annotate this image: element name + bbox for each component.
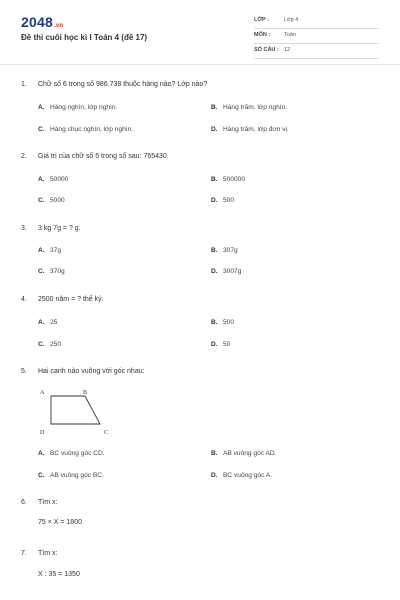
option-text: 50000	[50, 176, 69, 183]
expression: X : 35 = 1350	[38, 571, 80, 578]
option-letter: C.	[38, 472, 45, 479]
question-5	[21, 368, 145, 375]
vertex-label-c: C	[104, 430, 109, 436]
option-text: 3007g	[223, 268, 242, 275]
option-text: 37g	[50, 247, 62, 254]
option-d[interactable]	[211, 472, 272, 479]
expression: 75 × X = 1800	[38, 519, 82, 526]
option-b[interactable]	[211, 450, 277, 457]
option-text: 25	[50, 319, 58, 326]
meta-subject-row	[254, 29, 379, 44]
question-number: 1.	[21, 81, 27, 88]
option-letter: A.	[38, 450, 45, 457]
option-letter: D.	[211, 197, 218, 204]
question-text: Tìm x:	[38, 499, 58, 506]
option-text: 307g	[223, 247, 238, 254]
option-text: BC vuông góc A.	[223, 472, 273, 479]
option-text: Hàng chục nghìn, lớp nghìn.	[50, 126, 134, 133]
vertex-label-b: B	[83, 390, 88, 396]
option-letter: C.	[38, 268, 45, 275]
option-text: 50	[223, 341, 231, 348]
meta-value: 12	[284, 47, 291, 53]
option-text: 250	[50, 341, 62, 348]
option-c[interactable]	[38, 268, 65, 275]
logo-text: 2048	[21, 14, 53, 30]
question-number: 3.	[21, 225, 27, 232]
meta-value: Lớp 4	[284, 17, 299, 23]
option-text: 370g	[50, 268, 65, 275]
option-b[interactable]	[211, 176, 245, 183]
option-text: 5000	[50, 197, 65, 204]
question-text: Hai cạnh nào vuông với góc nhau:	[38, 368, 145, 375]
question-6	[21, 499, 57, 506]
option-c[interactable]	[38, 341, 61, 348]
option-a[interactable]	[38, 247, 61, 254]
option-d[interactable]	[211, 268, 241, 275]
option-letter: B.	[211, 104, 218, 111]
option-letter: A.	[38, 319, 45, 326]
option-b[interactable]	[211, 319, 234, 326]
option-c[interactable]	[38, 126, 133, 133]
trapezoid-figure	[38, 386, 118, 438]
option-a[interactable]	[38, 176, 68, 183]
option-text: AB vuông góc BC.	[50, 472, 104, 479]
option-a[interactable]	[38, 104, 117, 111]
option-letter: B.	[211, 247, 218, 254]
option-letter: C.	[38, 197, 45, 204]
option-text: 500000	[223, 176, 246, 183]
question-number: 6.	[21, 499, 27, 506]
question-1	[21, 81, 207, 88]
option-b[interactable]	[211, 104, 287, 111]
meta-label: MÔN :	[254, 32, 271, 38]
question-text: Giá trị của chữ số 5 trong số sau: 765430.	[38, 153, 169, 160]
meta-label: LỚP :	[254, 17, 269, 23]
option-letter: B.	[211, 319, 218, 326]
option-letter: A.	[38, 176, 45, 183]
question-number: 7.	[21, 550, 27, 557]
question-number: 5.	[21, 368, 27, 375]
option-a[interactable]	[38, 319, 57, 326]
option-c[interactable]	[38, 197, 65, 204]
option-text: 500	[223, 319, 235, 326]
option-text: 500	[223, 197, 235, 204]
header-divider	[0, 64, 400, 65]
question-text: Tìm x:	[38, 550, 58, 557]
question-text: 2500 năm = ? thế kỷ.	[38, 296, 104, 303]
meta-count-row	[254, 44, 379, 59]
option-d[interactable]	[211, 197, 234, 204]
question-text: Chữ số 6 trong số 986.738 thuộc hàng nào? Lớp nào?	[38, 81, 208, 88]
option-letter: D.	[211, 472, 218, 479]
question-3	[21, 225, 81, 232]
option-a[interactable]	[38, 450, 105, 457]
option-text: Hàng trăm, lớp nghìn.	[223, 104, 288, 111]
option-letter: A.	[38, 104, 45, 111]
meta-label: SỐ CÂU :	[254, 47, 279, 53]
option-text: Hàng trăm, lớp đơn vị.	[223, 126, 289, 133]
vertex-label-a: A	[40, 390, 45, 396]
option-letter: B.	[211, 176, 218, 183]
question-number: 2.	[21, 153, 27, 160]
option-letter: D.	[211, 341, 218, 348]
question-2	[21, 153, 169, 160]
vertex-label-d: D	[40, 430, 45, 436]
meta-class-row	[254, 14, 379, 29]
question-7	[21, 550, 57, 557]
option-letter: C.	[38, 126, 45, 133]
option-letter: C.	[38, 341, 45, 348]
option-letter: A.	[38, 247, 45, 254]
trapezoid-shape	[51, 396, 100, 424]
logo-suffix: .vn	[53, 23, 64, 29]
question-number: 4.	[21, 296, 27, 303]
option-text: Hàng nghìn, lớp nghìn.	[50, 104, 118, 111]
option-text: AB vuông góc AD.	[223, 450, 277, 457]
question-text: 3 kg 7g = ? g.	[38, 225, 81, 232]
option-d[interactable]	[211, 341, 230, 348]
option-c[interactable]	[38, 472, 104, 479]
exam-title: Đề thi cuối học kì I Toán 4 (đề 17)	[21, 33, 148, 42]
option-d[interactable]	[211, 126, 289, 133]
option-text: BC vuông góc CD.	[50, 450, 105, 457]
option-letter: D.	[211, 268, 218, 275]
site-logo[interactable]	[21, 14, 63, 30]
option-letter: B.	[211, 450, 218, 457]
option-letter: D.	[211, 126, 218, 133]
option-b[interactable]	[211, 247, 238, 254]
question-4	[21, 296, 104, 303]
meta-value: Toán	[284, 32, 296, 38]
